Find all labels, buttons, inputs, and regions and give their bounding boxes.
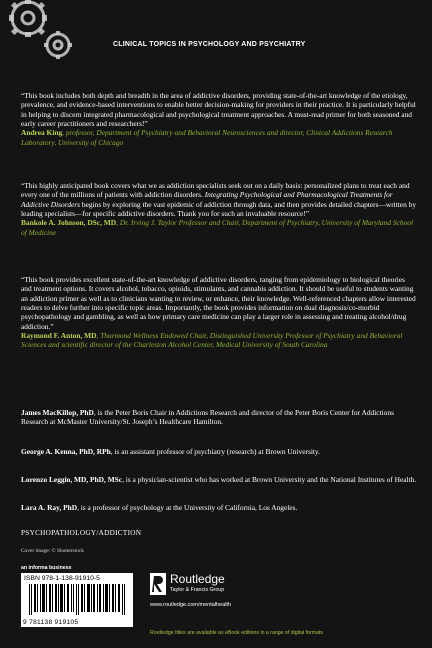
author-name: Lorenzo Leggio, MD, PhD, MSc [21, 475, 123, 484]
ebook-note: Routledge titles are available as eBook editions in a range of digital formats [150, 630, 324, 636]
author-bio-text: , is a professor of psychology at the University of California, Los Angeles. [77, 503, 298, 512]
isbn-text: ISBN 978-1-138-91910-5 [24, 575, 100, 582]
endorsement-attribution [21, 128, 417, 147]
gears-decoration [0, 0, 80, 70]
isbn-barcode [21, 573, 133, 627]
endorsement-quote: “This highly anticipated book covers what we as addiction specialists seek out on a daily basis: personalized plans to treat each and every one of the millions of patients with addiction disorders. Integrating Psychological and Pharmacological Treatments for Addictive Disorders begins by exploring the vast epidemic of addiction through data, and then provides detailed chapters—written by leading specialists—for specific addictive disorders. Thank you for such an invaluable resource!” [21, 181, 417, 219]
endorser-name: Bankole A. Johnson, DSc, MD [21, 218, 117, 228]
author-name: Lara A. Ray, PhD [21, 503, 78, 512]
series-title: CLINICAL TOPICS IN PSYCHOLOGY AND PSYCHIATRY [113, 41, 306, 48]
book-title-italic: Integrating Psychological and Pharmacological Treatments for Addictive Disorders [21, 190, 393, 209]
endorsement-3 [21, 275, 417, 350]
author-bio-3 [21, 475, 417, 484]
informa-tagline: an informa business [21, 565, 72, 571]
endorser-title: , Dr. Irving J. Taylor Professor and Chair, Department of Psychiatry, University of Maryland School of Medicine [21, 218, 413, 237]
publisher-group: Taylor & Francis Group [170, 587, 225, 593]
endorser-title: , Thurmond Wellness Endowed Chair, Distinguished University Professor of Psychiatry and Behavioral Sciences and scientific director of the Charleston Alcohol Center, Medical University of South Carolina [21, 331, 403, 350]
endorsement-1 [21, 91, 417, 147]
publisher-url: www.routledge.com/mentalhealth [150, 602, 232, 608]
author-bio-1 [21, 408, 417, 427]
endorsement-attribution [21, 218, 417, 237]
barcode-bars [29, 584, 127, 615]
endorsement-attribution [21, 331, 417, 350]
publisher-name: Routledge [170, 572, 225, 586]
endorser-title: , professor, Department of Psychiatry and Behavioral Neurosciences and director, Clinical Addictions Research Laboratory, University of Chicago [21, 128, 393, 147]
endorsement-quote: “This book provides excellent state-of-the-art knowledge of addictive disorders, ranging from epidemiology to biological theories and treatment options. It covers alcohol, tobacco, opioids, stimulants, and cannabis addiction. It should be useful to students wanting an addiction primer as well as to clinicians wanting to review, or enhance, their knowledge. Well-referenced chapters allow interested readers to delve further into specific topic areas. Importantly, the book provides information on dual diagnosis/co-morbid psychopathology and gambling, as well as how primary care medicine can play a larger role in assessing and treating alcohol/drug addiction.” [21, 275, 416, 331]
endorsement-2 [21, 181, 417, 237]
author-name: James MacKillop, PhD [21, 408, 94, 417]
subject-category: PSYCHOPATHOLOGY/ADDICTION [21, 529, 142, 537]
author-bio-text: , is an assistant professor of psychiatry (research) at Brown University. [110, 447, 320, 456]
endorsement-quote: “This book includes both depth and breadth in the area of addictive disorders, providing state-of-the-art knowledge of the etiology, prevalence, and evidence-based interventions to enable better decision-making for providers in their practice. It is particularly helpful in helping to discern integrated pharmacological and psychological treatment approaches. A must-read primer for both seasoned and early career practitioners and researchers!” [21, 91, 416, 129]
author-bio-2 [21, 447, 417, 456]
cover-credit: Cover image: © Shutterstock [21, 548, 84, 554]
routledge-logo-icon [150, 573, 166, 595]
barcode-digits: 9 781138 919105 [23, 619, 79, 626]
author-name: George A. Kenna, PhD, RPh [21, 447, 111, 456]
endorser-name: Raymond F. Anton, MD [21, 331, 97, 341]
endorser-name: Andrea King [21, 128, 63, 138]
author-bio-text: , is a physician-scientist who has worked at Brown University and the National Institutes of Health. [122, 475, 417, 484]
author-bio-4 [21, 503, 417, 512]
author-bio-text: , is the Peter Boris Chair in Addictions Research and director of the Peter Boris Center for Addictions Research at McMaster University/St. Joseph’s Healthcare Hamilton. [21, 408, 394, 427]
